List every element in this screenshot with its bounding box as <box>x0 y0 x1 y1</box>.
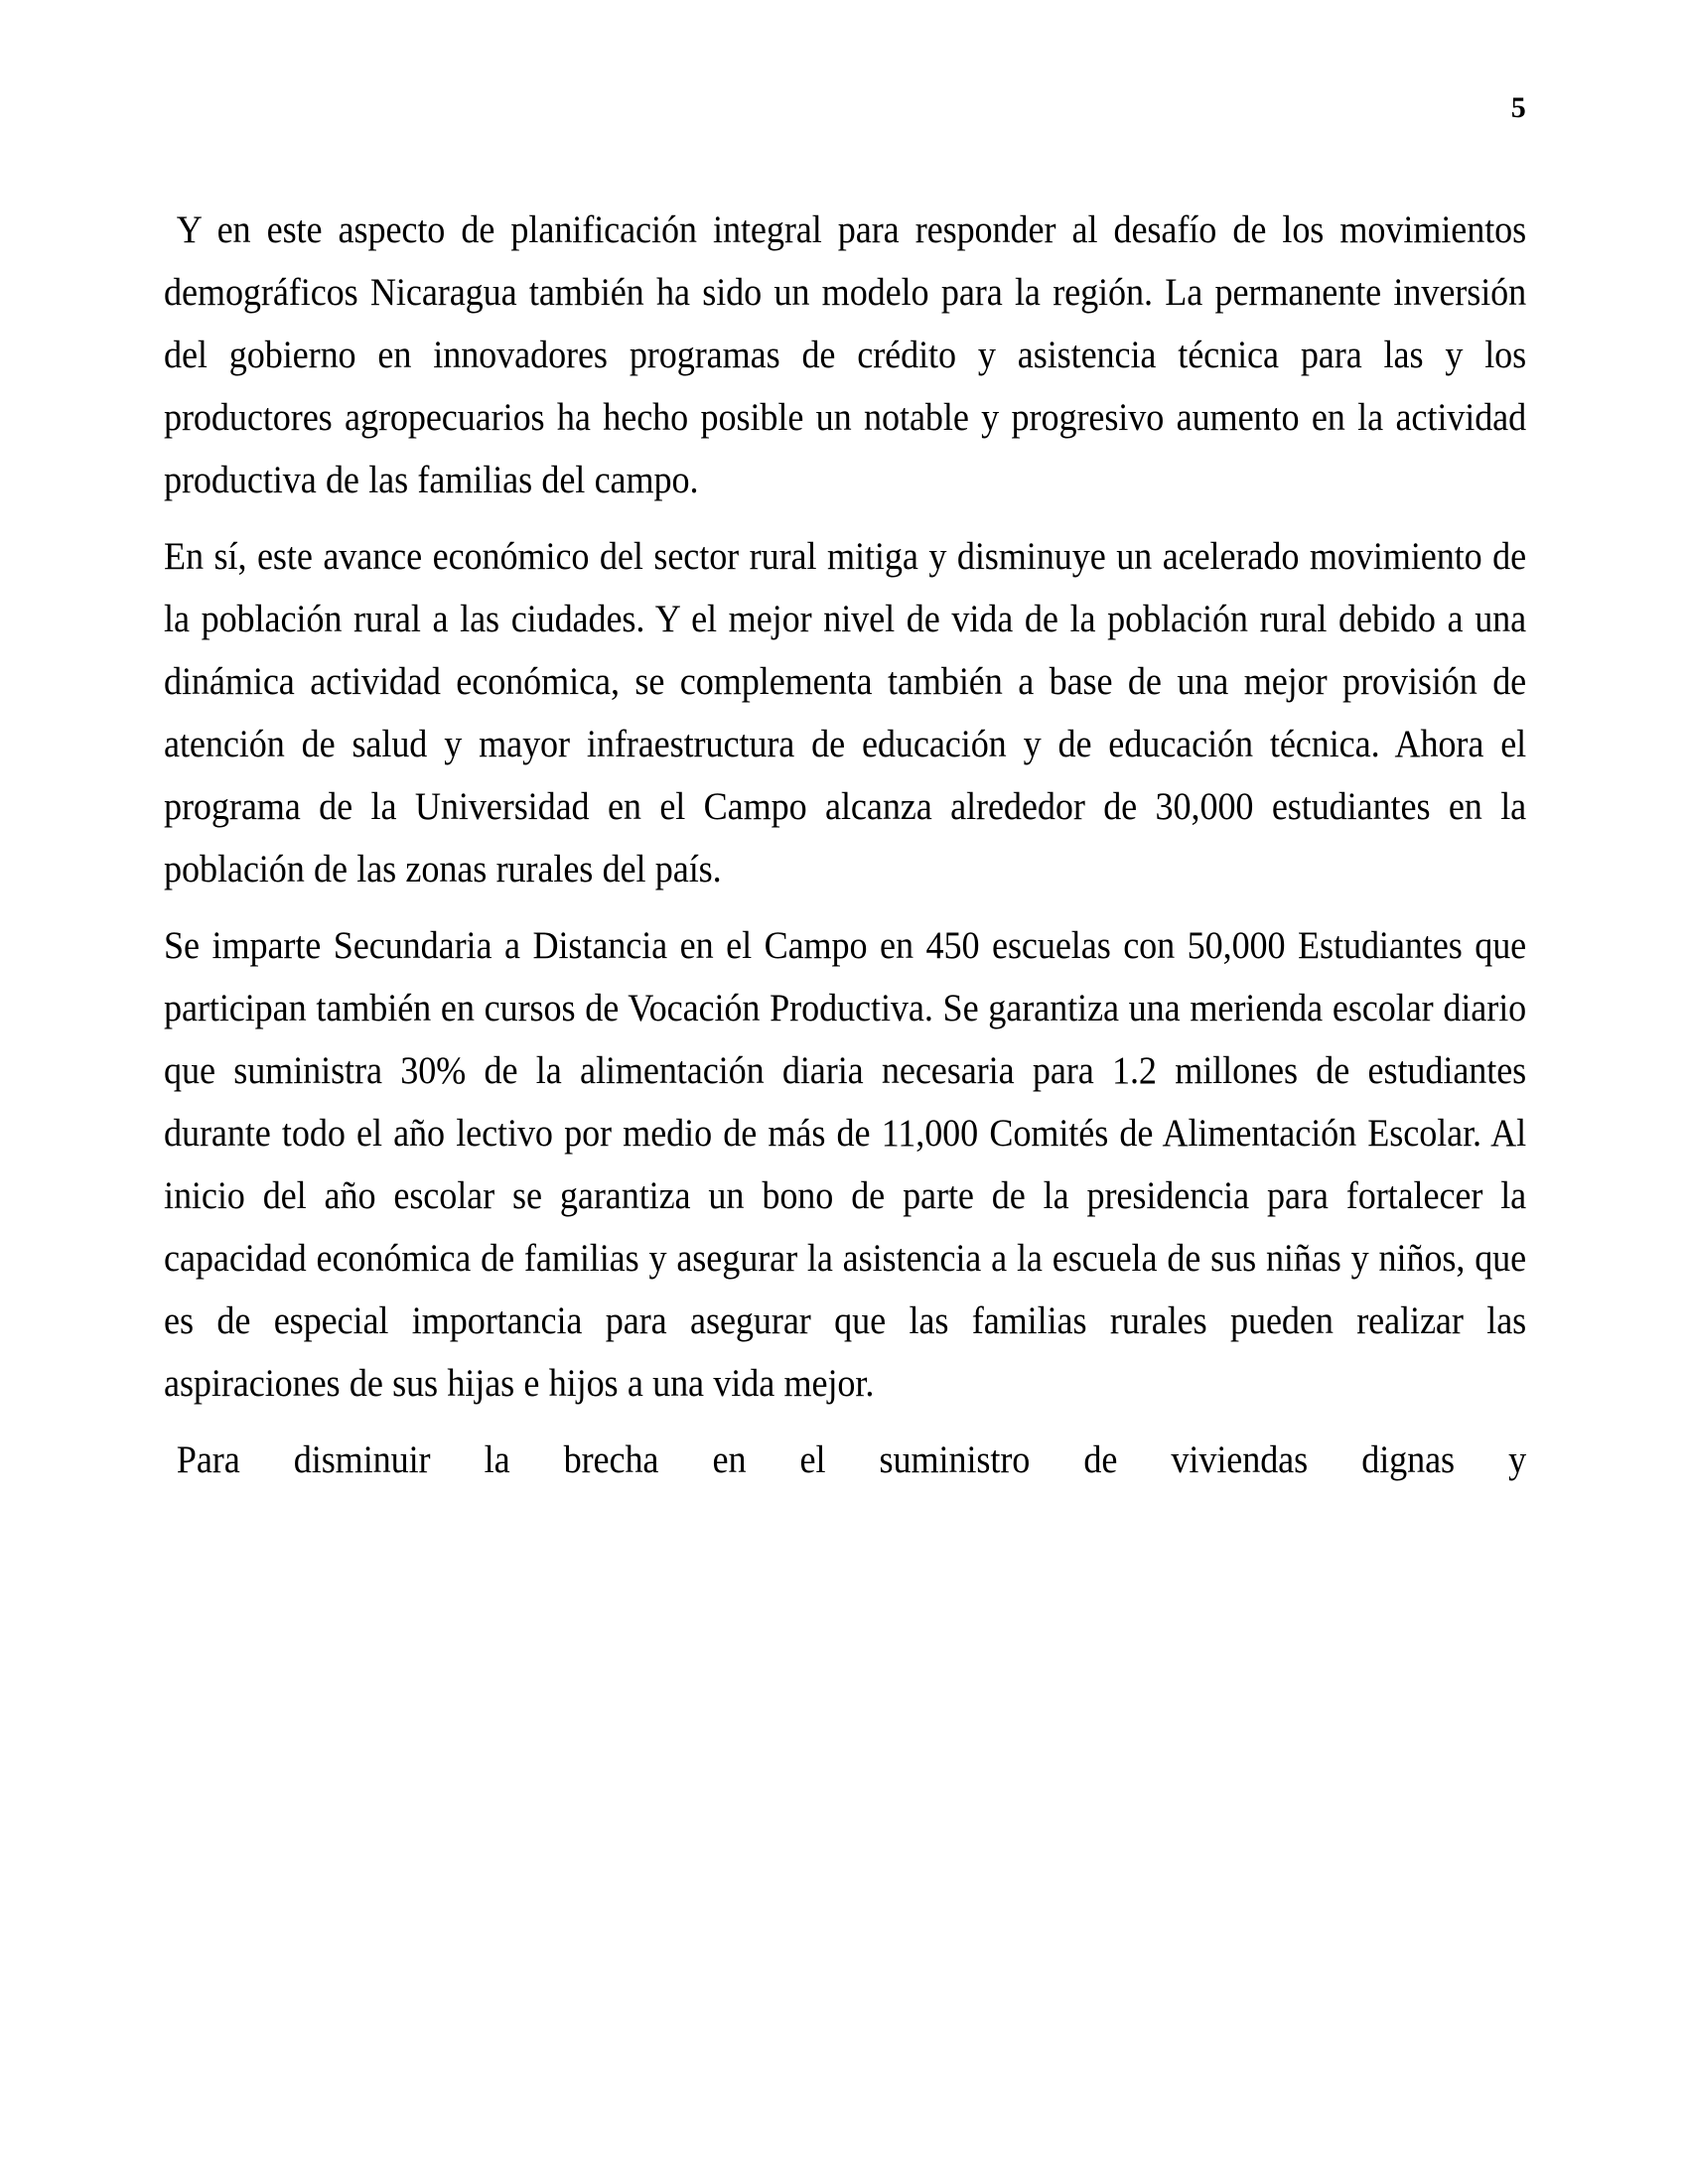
document-text-body <box>164 199 1526 1491</box>
paragraph-3: Se imparte Secundaria a Distancia en el Campo en 450 escuelas con 50,000 Estudiantes que participan también en cursos de Vocación Productiva. Se garantiza una merienda escolar diario que suministra 30% de la alimentación diaria necesaria para 1.2 millones de estudiantes durante todo el año lectivo por medio de más de 11,000 Comités de Alimentación Escolar. Al inicio del año escolar se garantiza un bono de parte de la presidencia para fortalecer la capacidad económica de familias y asegurar la asistencia a la escuela de sus niñas y niños, que es de especial importancia para asegurar que las familias rurales pueden realizar las aspiraciones de sus hijas e hijos a una vida mejor. <box>164 923 1527 1405</box>
page-number: 5 <box>1510 91 1526 124</box>
paragraph-2: En sí, este avance económico del sector rural mitiga y disminuye un acelerado movimiento de la población rural a las ciudades. Y el mejor nivel de vida de la población rural debido a una dinámica actividad económica, se complementa también a base de una mejor provisión de atención de salud y mayor infraestructura de educación y de educación técnica. Ahora el programa de la Universidad en el Campo alcanza alrededor de 30,000 estudiantes en la población de las zonas rurales del país. <box>164 534 1527 890</box>
page-header <box>164 91 1526 137</box>
paragraph-4: Para disminuir la brecha en el suministro de viviendas dignas y <box>176 1437 1527 1481</box>
paragraph-1: Y en este aspecto de planificación integral para responder al desafío de los movimientos demográficos Nicaragua también ha sido un modelo para la región. La permanente inversión del gobierno en innovadores programas de crédito y asistencia técnica para las y los productores agropecuarios ha hecho posible un notable y progresivo aumento en la actividad productiva de las familias del campo. <box>164 207 1527 501</box>
